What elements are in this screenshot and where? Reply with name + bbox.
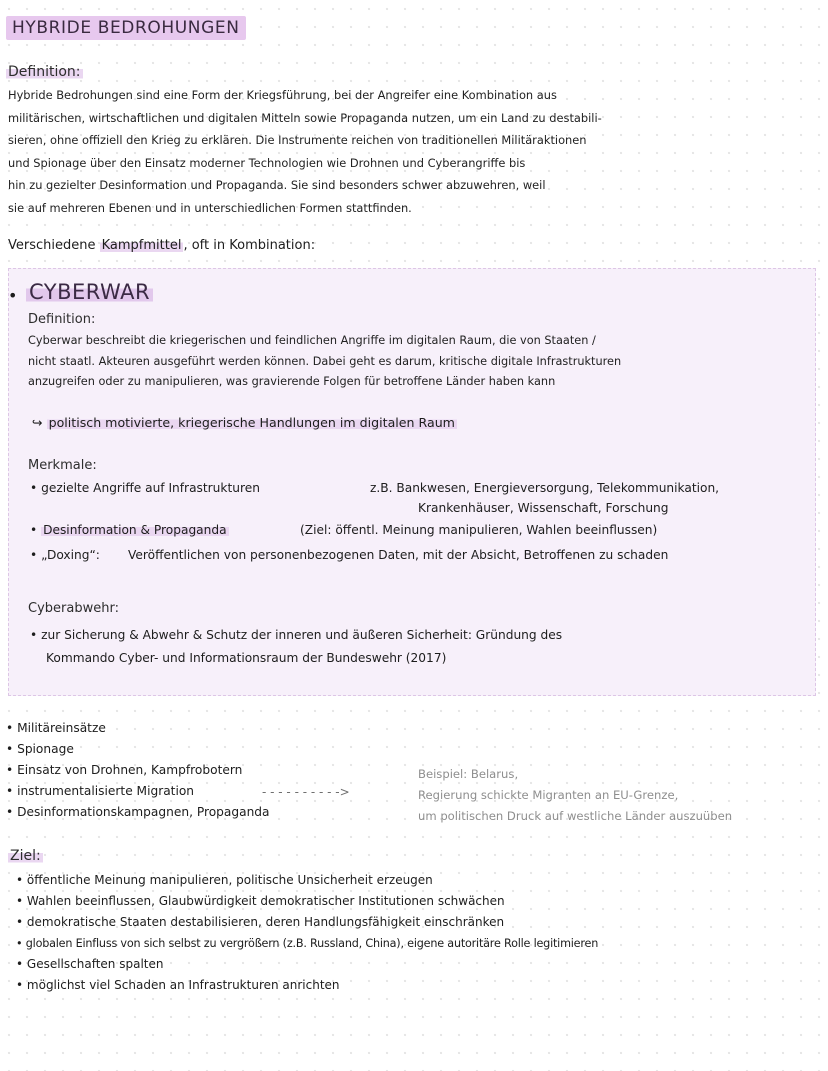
kampfmittel-suffix: , oft in Kombination: [183,238,316,253]
merkmal-item: • gezielte Angriffe auf Infrastrukturen [30,481,260,495]
list-item: • Militäreinsätze [6,718,270,739]
example-line: um politischen Druck auf westliche Länder auszuüben [418,809,733,823]
cyberwar-heading: CYBERWAR [26,280,153,304]
example-line: Beispiel: Belarus, [418,767,519,781]
list-item: • demokratische Staaten destabilisieren, deren Handlungsfähigkeit einschränken [16,912,598,933]
cyberwar-summary-text: politisch motivierte, kriegerische Handlungen im digitalen Raum [48,415,455,430]
cyberwar-definition-label: Definition: [28,312,96,327]
list-item: • öffentliche Meinung manipulieren, politische Unsicherheit erzeugen [16,870,598,891]
ziel-list [16,870,598,996]
merkmal-item: • Desinformation & Propaganda [30,523,227,537]
cyberabwehr-line: • zur Sicherung & Abwehr & Schutz der inneren und äußeren Sicherheit: Gründung des [30,628,563,642]
merkmal-detail: Krankenhäuser, Wissenschaft, Forschung [418,501,669,515]
definition-line: militärischen, wirtschaftlichen und digitalen Mitteln sowie Propaganda nutzen, um ein Land zu destabili- [8,110,602,125]
definition-line: sieren, ohne offiziell den Krieg zu erklären. Die Instrumente reichen von traditionellen Militäraktionen [8,133,587,147]
cyberwar-definition-line: nicht staatl. Akteuren ausgeführt werden können. Dabei geht es darum, kritische digitale Infrastrukturen [28,354,622,368]
list-item: • globalen Einfluss von sich selbst zu vergrößern (z.B. Russland, China), eigene autoritäre Rolle legitimieren [16,933,598,954]
list-item: • instrumentalisierte Migration [6,781,270,802]
ziel-label: Ziel: [10,848,41,864]
arrow-right-icon: ↪ [32,415,43,430]
list-item: • Desinformationskampagnen, Propaganda [6,802,270,823]
cyberabwehr-line: Kommando Cyber- und Informationsraum der Bundeswehr (2017) [46,651,447,665]
definition-line: und Spionage über den Einsatz moderner Technologien wie Drohnen und Cyberangriffe bis [8,155,526,170]
cyberwar-definition-text [28,331,621,393]
cyberabwehr-label: Cyberabwehr: [28,601,119,616]
merkmal-lead: „Doxing“: [41,548,100,562]
merkmal-detail: z.B. Bankwesen, Energieversorgung, Telekommunikation, [370,481,720,495]
definition-line: Hybride Bedrohungen sind eine Form der Kriegsführung, bei der Angreifer eine Kombination aus [8,88,557,102]
merkmal-lead: gezielte Angriffe auf Infrastrukturen [41,481,260,495]
kampfmittel-highlight: Kampfmittel [101,238,182,253]
page-title: HYBRIDE BEDROHUNGEN [6,16,246,40]
list-item: • Einsatz von Drohnen, Kampfrobotern [6,760,270,781]
merkmal-item: • „Doxing“: [30,548,100,562]
list-item: • Spionage [6,739,270,760]
example-note [418,764,732,827]
cyberwar-definition-line: Cyberwar beschreibt die kriegerischen und feindlichen Angriffe im digitalen Raum, die von Staaten / [28,334,596,347]
example-line: Regierung schickte Migranten an EU-Grenze, [418,788,679,802]
cyberwar-bullet: • [8,286,18,305]
list-item: • Gesellschaften spalten [16,954,598,975]
merkmal-detail: Veröffentlichen von personenbezogenen Daten, mit der Absicht, Betroffenen zu schaden [128,548,669,562]
cyberwar-definition-line: anzugreifen oder zu manipulieren, was gravierende Folgen für betroffene Länder haben kann [28,375,556,388]
merkmal-detail: (Ziel: öffentl. Meinung manipulieren, Wahlen beeinflussen) [300,523,658,537]
definition-text [8,84,602,219]
merkmale-label: Merkmale: [28,458,97,473]
other-means-list [6,718,270,823]
cyberwar-summary [32,415,457,430]
merkmal-lead: Desinformation & Propaganda [43,523,227,537]
list-item: • Wahlen beeinflussen, Glaubwürdigkeit demokratischer Institutionen schwächen [16,891,598,912]
definition-label: Definition: [8,64,81,80]
definition-line: hin zu gezielter Desinformation und Propaganda. Sie sind besonders schwer abzuwehren, weil [8,178,546,192]
definition-line: sie auf mehreren Ebenen und in unterschiedlichen Formen stattfinden. [8,200,412,215]
list-item: • möglichst viel Schaden an Infrastrukturen anrichten [16,975,598,996]
kampfmittel-intro [8,238,315,253]
kampfmittel-prefix: Verschiedene [8,238,96,253]
example-arrow: - - - - - - - - - -> [262,785,350,799]
